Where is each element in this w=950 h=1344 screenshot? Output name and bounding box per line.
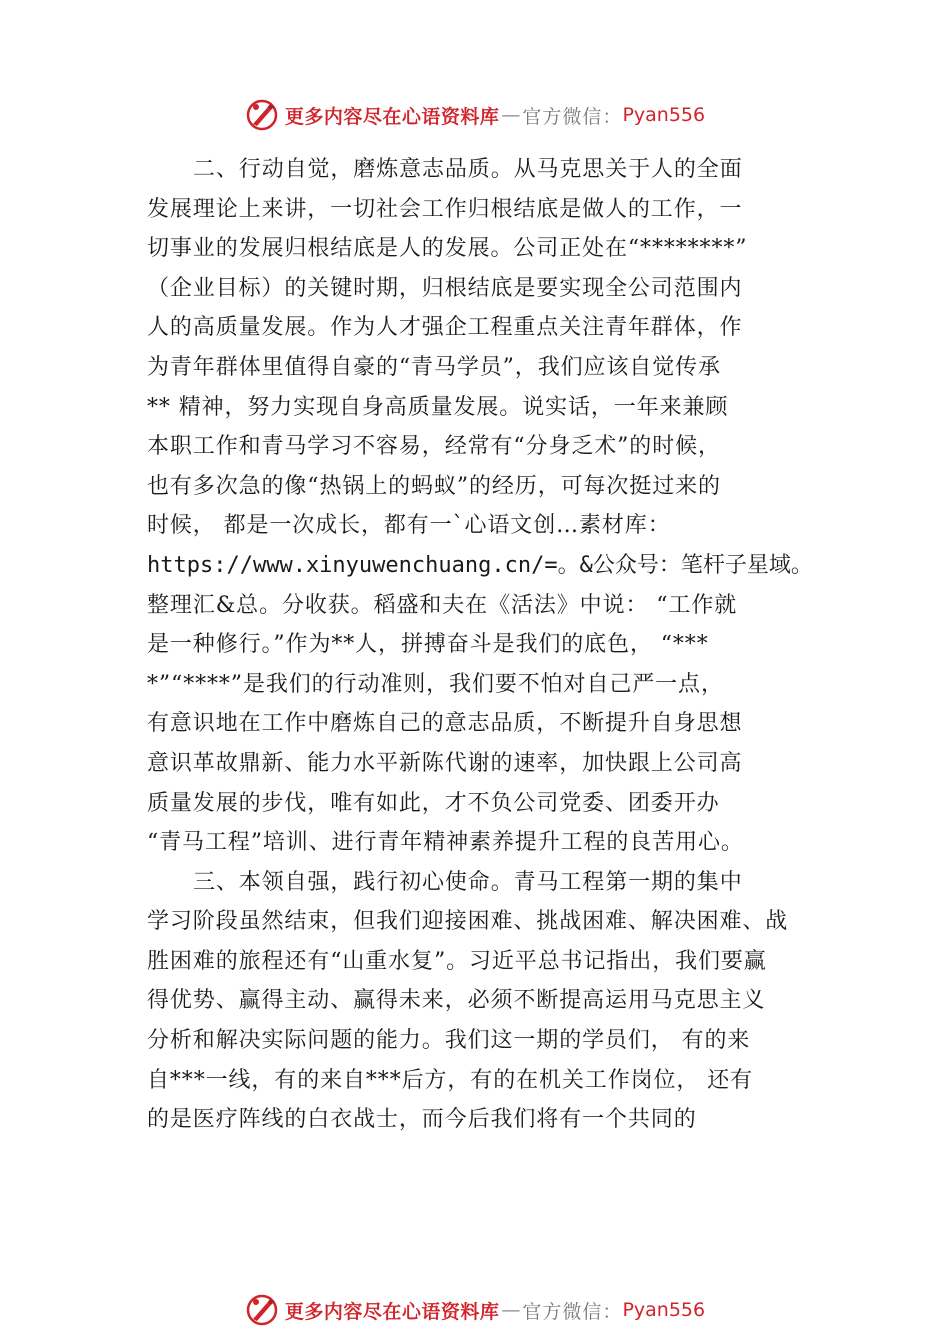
text-line: 质量发展的步伐，唯有如此，才不负公司党委、团委开办 xyxy=(147,790,720,816)
text-line: 的是医疗阵线的白衣战士，而今后我们将有一个共同的 xyxy=(147,1107,697,1133)
text-line: 自***一线，有的来自***后方，有的在机关工作岗位， 还有 xyxy=(147,1067,753,1093)
text-line: 有意识地在工作中磨炼自己的意志品质，不断提升自身思想 xyxy=(147,711,743,737)
pen-seal-icon xyxy=(245,1293,279,1327)
text-line: 得优势、赢得主动、赢得未来，必须不断提高运用马克思主义 xyxy=(147,988,766,1014)
text-line: *”“****”是我们的行动准则，我们要不怕对自己严一点， xyxy=(147,671,724,697)
pen-seal-icon xyxy=(245,98,279,132)
footer-banner xyxy=(0,1290,950,1330)
text-line: （企业目标）的关键时期，归根结底是要实现全公司范围内 xyxy=(147,275,743,301)
text-line: 分析和解决实际问题的能力。我们这一期的学员们， 有的来 xyxy=(147,1028,751,1054)
document-body xyxy=(147,150,837,1140)
banner-title: 更多内容尽在心语资料库 xyxy=(284,1300,500,1323)
text-line: 三、本领自强，践行初心使命。青马工程第一期的集中 xyxy=(193,869,743,895)
header-banner xyxy=(0,95,950,135)
banner-dash: — xyxy=(501,104,521,126)
text-line: 时候， 都是一次成长，都有一`心语文创…素材库： xyxy=(147,513,671,539)
text-line: 二、行动自觉，磨炼意志品质。从马克思关于人的全面 xyxy=(193,157,743,182)
text-line: 本职工作和青马学习不容易，经常有“分身乏术”的时候， xyxy=(147,434,721,460)
text-line: 学习阶段虽然结束，但我们迎接困难、挑战困难、解决困难、战 xyxy=(147,909,789,935)
banner-title: 更多内容尽在心语资料库 xyxy=(284,105,500,128)
url-line: https://www.xinyuwenchuang.cn/=。&公众号：笔杆子星域。 xyxy=(147,552,813,578)
text-line: 人的高质量发展。作为人才强企工程重点关注青年群体，作 xyxy=(147,315,743,341)
text-line: 也有多次急的像“热锅上的蚂蚁”的经历，可每次挺过来的 xyxy=(147,473,721,499)
banner-dash: — xyxy=(501,1299,521,1321)
text-line: 发展理论上来讲，一切社会工作归根结底是做人的工作，一 xyxy=(147,196,743,222)
text-line: 是一种修行。”作为**人，拼搏奋斗是我们的底色， “*** xyxy=(147,632,709,658)
banner-wechat-label: 官方微信： xyxy=(522,1300,623,1323)
banner-wechat-handle: Pyan556 xyxy=(622,104,706,126)
text-line: ** 精神，努力实现自身高质量发展。说实话，一年来兼顾 xyxy=(147,394,729,420)
text-line: 为青年群体里值得自豪的“青马学员”，我们应该自觉传承 xyxy=(147,354,721,380)
banner-wechat-label: 官方微信： xyxy=(522,105,623,128)
text-line: 意识革故鼎新、能力水平新陈代谢的速率，加快跟上公司高 xyxy=(147,750,743,776)
text-line: 切事业的发展归根结底是人的发展。公司正处在“********” xyxy=(147,236,748,262)
text-line: 整理汇&总。分收获。稻盛和夫在《活法》中说： “工作就 xyxy=(147,592,738,618)
text-line: “青马工程”培训、进行青年精神素养提升工程的良苦用心。 xyxy=(147,830,744,856)
text-line: 胜困难的旅程还有“山重水复”。习近平总书记指出，我们要赢 xyxy=(147,948,767,974)
banner-wechat-handle: Pyan556 xyxy=(622,1299,706,1321)
